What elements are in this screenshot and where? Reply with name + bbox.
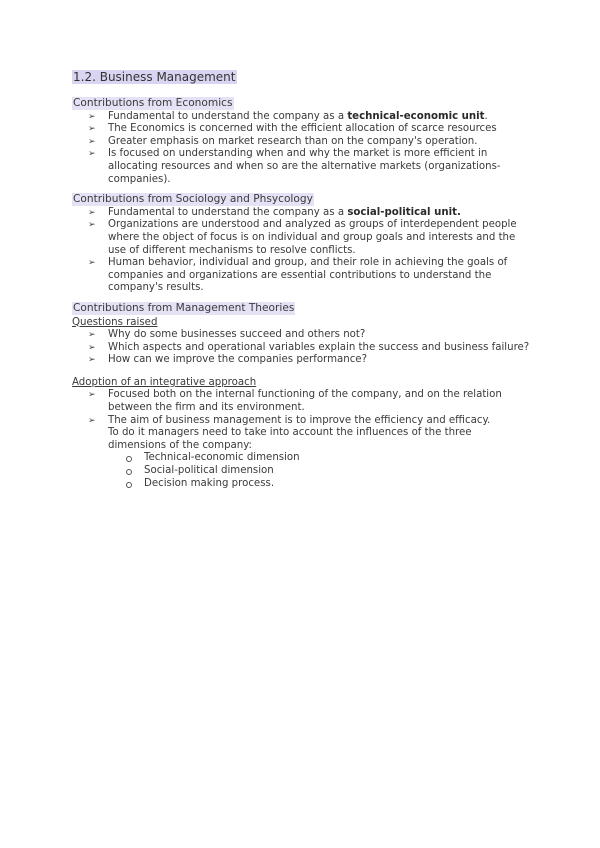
arrow-bullet-icon: ➢ [88, 136, 96, 147]
circle-bullet-icon [126, 482, 132, 488]
list-item: ➢ Fundamental to understand the company as a social-political unit. [88, 206, 461, 218]
sociology-list [72, 207, 532, 295]
management-title: Contributions from Management Theories [73, 301, 295, 314]
list-item: Social-political dimension [144, 465, 532, 478]
list-item: ➢ Human behavior, individual and group, and their role in achieving the goals of companies and organizations are essential contributions to understand the company's results. [88, 257, 508, 294]
questions-title: Questions raised [72, 316, 158, 328]
list-item: ➢ Focused both on the internal functioning of the company, and on the relation between the firm and its environment. [88, 389, 502, 414]
document-page [72, 70, 532, 490]
sociology-section [72, 193, 532, 295]
dimensions-list [108, 452, 532, 490]
arrow-bullet-icon: ➢ [88, 149, 96, 160]
arrow-bullet-icon: ➢ [88, 355, 96, 366]
arrow-bullet-icon: ➢ [88, 330, 96, 341]
arrow-bullet-icon: ➢ [88, 207, 96, 218]
arrow-bullet-icon: ➢ [88, 342, 96, 353]
arrow-bullet-icon: ➢ [88, 124, 96, 135]
arrow-bullet-icon: ➢ [88, 258, 96, 269]
sociology-title: Contributions from Sociology and Phsycology [73, 193, 313, 206]
arrow-bullet-icon: ➢ [88, 390, 96, 401]
arrow-bullet-icon: ➢ [88, 111, 96, 122]
list-item: ➢ Why do some businesses succeed and others not? [88, 329, 366, 341]
list-item: ➢ The Economics is concerned with the efficient allocation of scarce resources [88, 123, 497, 135]
list-item: ➢ Greater emphasis on market research than on the company's operation. [88, 135, 478, 147]
arrow-bullet-icon: ➢ [88, 415, 96, 426]
circle-bullet-icon [126, 456, 132, 462]
adoption-title: Adoption of an integrative approach [72, 376, 257, 388]
section-heading: 1.2. Business Management [73, 70, 236, 84]
economics-list [72, 111, 532, 187]
adoption-list [72, 389, 532, 490]
adoption-group [72, 377, 532, 490]
list-item: ➢ The aim of business management is to improve the efficiency and efficacy. To do it managers need to take into account the influences of the three dimensions of the company: Technical-economic dimension Social-political dimension Decision making process. [108, 415, 532, 491]
list-item: ➢ Is focused on understanding when and why the market is more efficient in allocating resources and when so are the alternative markets (organizations-companies). [88, 148, 501, 185]
economics-section [72, 97, 532, 186]
arrow-bullet-icon: ➢ [88, 220, 96, 231]
questions-list [72, 329, 532, 367]
list-item: ➢ Organizations are understood and analyzed as groups of interdependent people where the object of focus is on individual and group goals and interests and the use of different mechanisms to resolve conflicts. [88, 219, 517, 256]
list-item: Decision making process. [144, 478, 532, 491]
questions-group [72, 317, 532, 367]
management-section [72, 302, 532, 490]
circle-bullet-icon [126, 469, 132, 475]
list-item: Technical-economic dimension [144, 452, 532, 465]
economics-title: Contributions from Economics [73, 97, 233, 109]
list-item: ➢ How can we improve the companies performance? [88, 354, 367, 366]
list-item: ➢ Fundamental to understand the company as a technical-economic unit. [88, 110, 488, 122]
list-item: ➢ Which aspects and operational variables explain the success and business failure? [88, 341, 530, 353]
